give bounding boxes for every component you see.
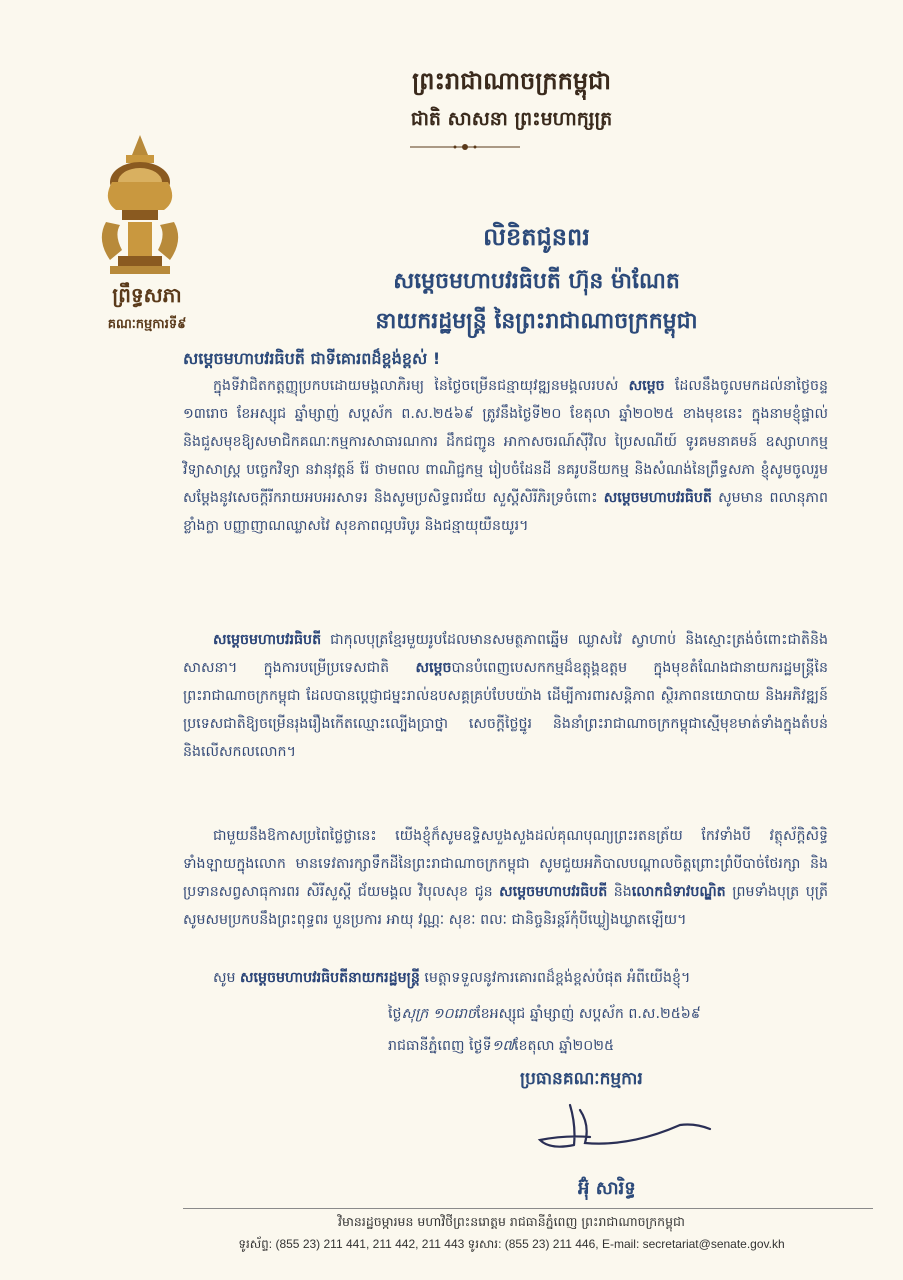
- p3-text: ព្រមទាំងបុត្រ បុត្រី សូមសមប្រកបនឹងព្រះពុទ្ធពរ បួនប្រការ អាយុ វណ្ណៈ សុខៈ ពលៈ ជានិច្ចនិរន្តរ៍កុំបីឃ្លៀងឃ្លាតឡើយ។: [183, 884, 828, 928]
- p1-bold: សម្តេចមហាបវរធិបតី: [603, 490, 712, 506]
- p1-text: ដែលនឹងចូលមកដល់នាថ្ងៃចន្ទ ១៣រោច ខែអស្សុជ ឆ្នាំម្សាញ់ សប្តស័ក ព.ស.២៥៦៩ ត្រូវនឹងថ្ងៃទី២០ ខែតុលា ឆ្នាំ២០២៥ ខាងមុខនេះ ក្នុងនាមខ្ញុំផ្ទាល់ និងជួសមុខឱ្យសមាជិកគណៈកម្មការសាធារណការ ដឹកជញ្ជូន អាកាសចរណ៍ស៊ីវិល ប្រៃសណីយ៍ ទូរគមនាគមន៍ ឧស្សាហកម្ម វិទ្យាសាស្ត្រ បច្ចេកវិទ្យា នវានុវត្តន៍ រ៉ែ ថាមពល ពាណិជ្ជកម្ម រៀបចំដែនដី នគរូបនីយកម្ម និងសំណង់នៃព្រឹទ្ធសភា ខ្ញុំសូមចូលរួមសម្តែងនូវសេចក្តីរីករាយអបអរសាទរ និងសូមប្រសិទ្ធពរជ័យ សួស្តីសិរីភិរទ្រចំពោះ: [183, 378, 828, 506]
- p1-text: សូមមាន ពលានុភាពខ្លាំងក្លា បញ្ញាញាណឈ្លាសវៃ សុខភាពល្អបរិបូរ និងជន្មាយុយឺនយូរ។: [183, 490, 828, 534]
- p3-bold: សម្តេចមហាបវរធិបតី: [499, 884, 608, 900]
- p2-bold: សម្តេចមហាបវរធិបតី: [213, 632, 322, 648]
- handwritten-signature: [480, 1095, 740, 1165]
- p1-text: ក្នុងទីវាជិតកត្តញ្ញុប្រកបដោយមង្គលាភិរម្យ នៃថ្ងៃចម្រើនជន្មាយុវឌ្ឍនមង្គលរបស់: [213, 378, 629, 394]
- footer-contact: ទូរស័ព្ទ: (855 23) 211 441, 211 442, 211 443 ទូរសារ: (855 23) 211 446, E-mail: secretariat@senate.gov.kh: [238, 1237, 785, 1251]
- letter-title: [170, 222, 903, 339]
- salutation: សម្តេចមហាបវរធិបតី ជាទីគោរពដ៏ខ្ពង់ខ្ពស់ !: [183, 349, 441, 368]
- lunar-date-prefix: ថ្ងៃ: [388, 1006, 402, 1022]
- place-date: [388, 1036, 614, 1057]
- footer-address: វិមានរដ្ឋចម្ការមន មហាវិថីព្រះនរោត្តម រាជធានីភ្នំពេញ ព្រះរាជាណាចក្រកម្ពុជា: [338, 1214, 685, 1229]
- p3-bold: លោកជំទាវបណ្ឌិត: [631, 884, 726, 900]
- place-date-handwritten: ១៧: [491, 1038, 514, 1054]
- place-date-prefix: រាជធានីភ្នំពេញ ថ្ងៃទី: [388, 1038, 492, 1054]
- lunar-date-handwritten: សុក្រ ១០រោច: [401, 1006, 477, 1022]
- p2-text: បានបំពេញបេសកកម្មដ៏ឧត្តុង្គឧត្តម ក្នុងមុខតំណែងជានាយករដ្ឋមន្ត្រីនៃព្រះរាជាណាចក្រកម្ពុជា ដែលបានប្តេជ្ញាជម្នះរាល់ឧបសគ្គគ្រប់បែបយ៉ាង ដើម្បីការពារសន្តិភាព ស្ថិរភាពនយោបាយ និងអភិវឌ្ឍន៍ប្រទេសជាតិឱ្យចម្រើនរុងរឿងកើតឈ្មោះល្បើងប្រាថ្នា សេចក្តីថ្លៃថ្នូរ និងនាំព្រះរាជាណាចក្រកម្ពុជាស្មើមុខមាត់ទាំងក្នុងតំបន់ និងលើសកលលោក។: [183, 660, 828, 760]
- paragraph-1: [183, 372, 828, 540]
- letterhead: [0, 66, 903, 135]
- title-line-2: សម្តេចមហាបវរធិបតី ហ៊ុន ម៉ាណែត: [393, 269, 680, 294]
- signatory-role: ប្រធានគណៈកម្មការ: [520, 1069, 643, 1089]
- p4-text: មេត្តាទទួលនូវការគោរពដ៏ខ្ពង់ខ្ពស់បំផុត អំពីយើងខ្ញុំ។: [419, 970, 691, 986]
- p4-bold: សម្តេចមហាបវរធិបតីនាយករដ្ឋមន្ត្រី: [240, 970, 420, 986]
- lunar-date: [388, 1004, 701, 1025]
- ornament-divider: [410, 143, 520, 151]
- p2-bold: សម្តេច: [415, 660, 452, 676]
- title-line-1: លិខិតជូនពរ: [483, 223, 590, 251]
- place-date-rest: ខែតុលា ឆ្នាំ២០២៥: [513, 1038, 615, 1054]
- p2-text: ជាកុលបុត្រខ្មែរមួយរូបដែលមានសមត្ថភាពឆ្នើម ឈ្លាសវៃ ស្វាហាប់ និងស្មោះត្រង់ចំពោះជាតិនិងសាសនា។ ក្នុងការបម្រើប្រទេសជាតិ: [183, 632, 828, 676]
- title-line-3: នាយករដ្ឋមន្ត្រី នៃព្រះរាជាណាចក្រកម្ពុជា: [375, 309, 698, 334]
- p4-text: សូម: [213, 970, 241, 986]
- paragraph-4: [183, 964, 828, 992]
- p1-bold: សម្តេច: [628, 378, 665, 394]
- paragraph-3: [183, 822, 828, 934]
- kingdom-name: ព្រះរាជាណាចក្រកម្ពុជា: [412, 67, 611, 95]
- committee-name: គណៈកម្មការទី៩: [107, 317, 187, 332]
- p3-text: និង: [607, 884, 632, 900]
- lunar-date-rest: ខែអស្សុជ ឆ្នាំម្សាញ់ សប្តស័ក ព.ស.២៥៦៩: [476, 1006, 701, 1022]
- paragraph-2: [183, 626, 828, 766]
- senate-name: ព្រឹទ្ធសភា: [112, 283, 182, 307]
- footer-divider: [183, 1208, 873, 1209]
- national-motto: ជាតិ សាសនា ព្រះមហាក្សត្រ: [410, 108, 613, 130]
- signatory-name: អ៊ុំ សារិទ្ធ: [578, 1178, 636, 1199]
- p3-text: ជាមួយនឹងឱកាសប្រពៃថ្លៃថ្លានេះ យើងខ្ញុំក៏សូមឧទ្ទិសបួងសួងដល់គុណបុណ្យព្រះរតនត្រ័យ កែវទាំងបី វត្ថុស័ក្តិសិទ្ធិទាំងឡាយក្នុងលោក មានទេវតារក្សាទឹកដីនៃព្រះរាជាណាចក្រកម្ពុជា សូមជួយអភិបាលបណ្ដាលចិត្តព្រោះព្រំបីបាច់ថែរក្សា និងប្រទានសព្វសាធុការពរ សិរីសួស្តី ជ័យមង្គល វិបុលសុខ ជូន: [183, 828, 828, 900]
